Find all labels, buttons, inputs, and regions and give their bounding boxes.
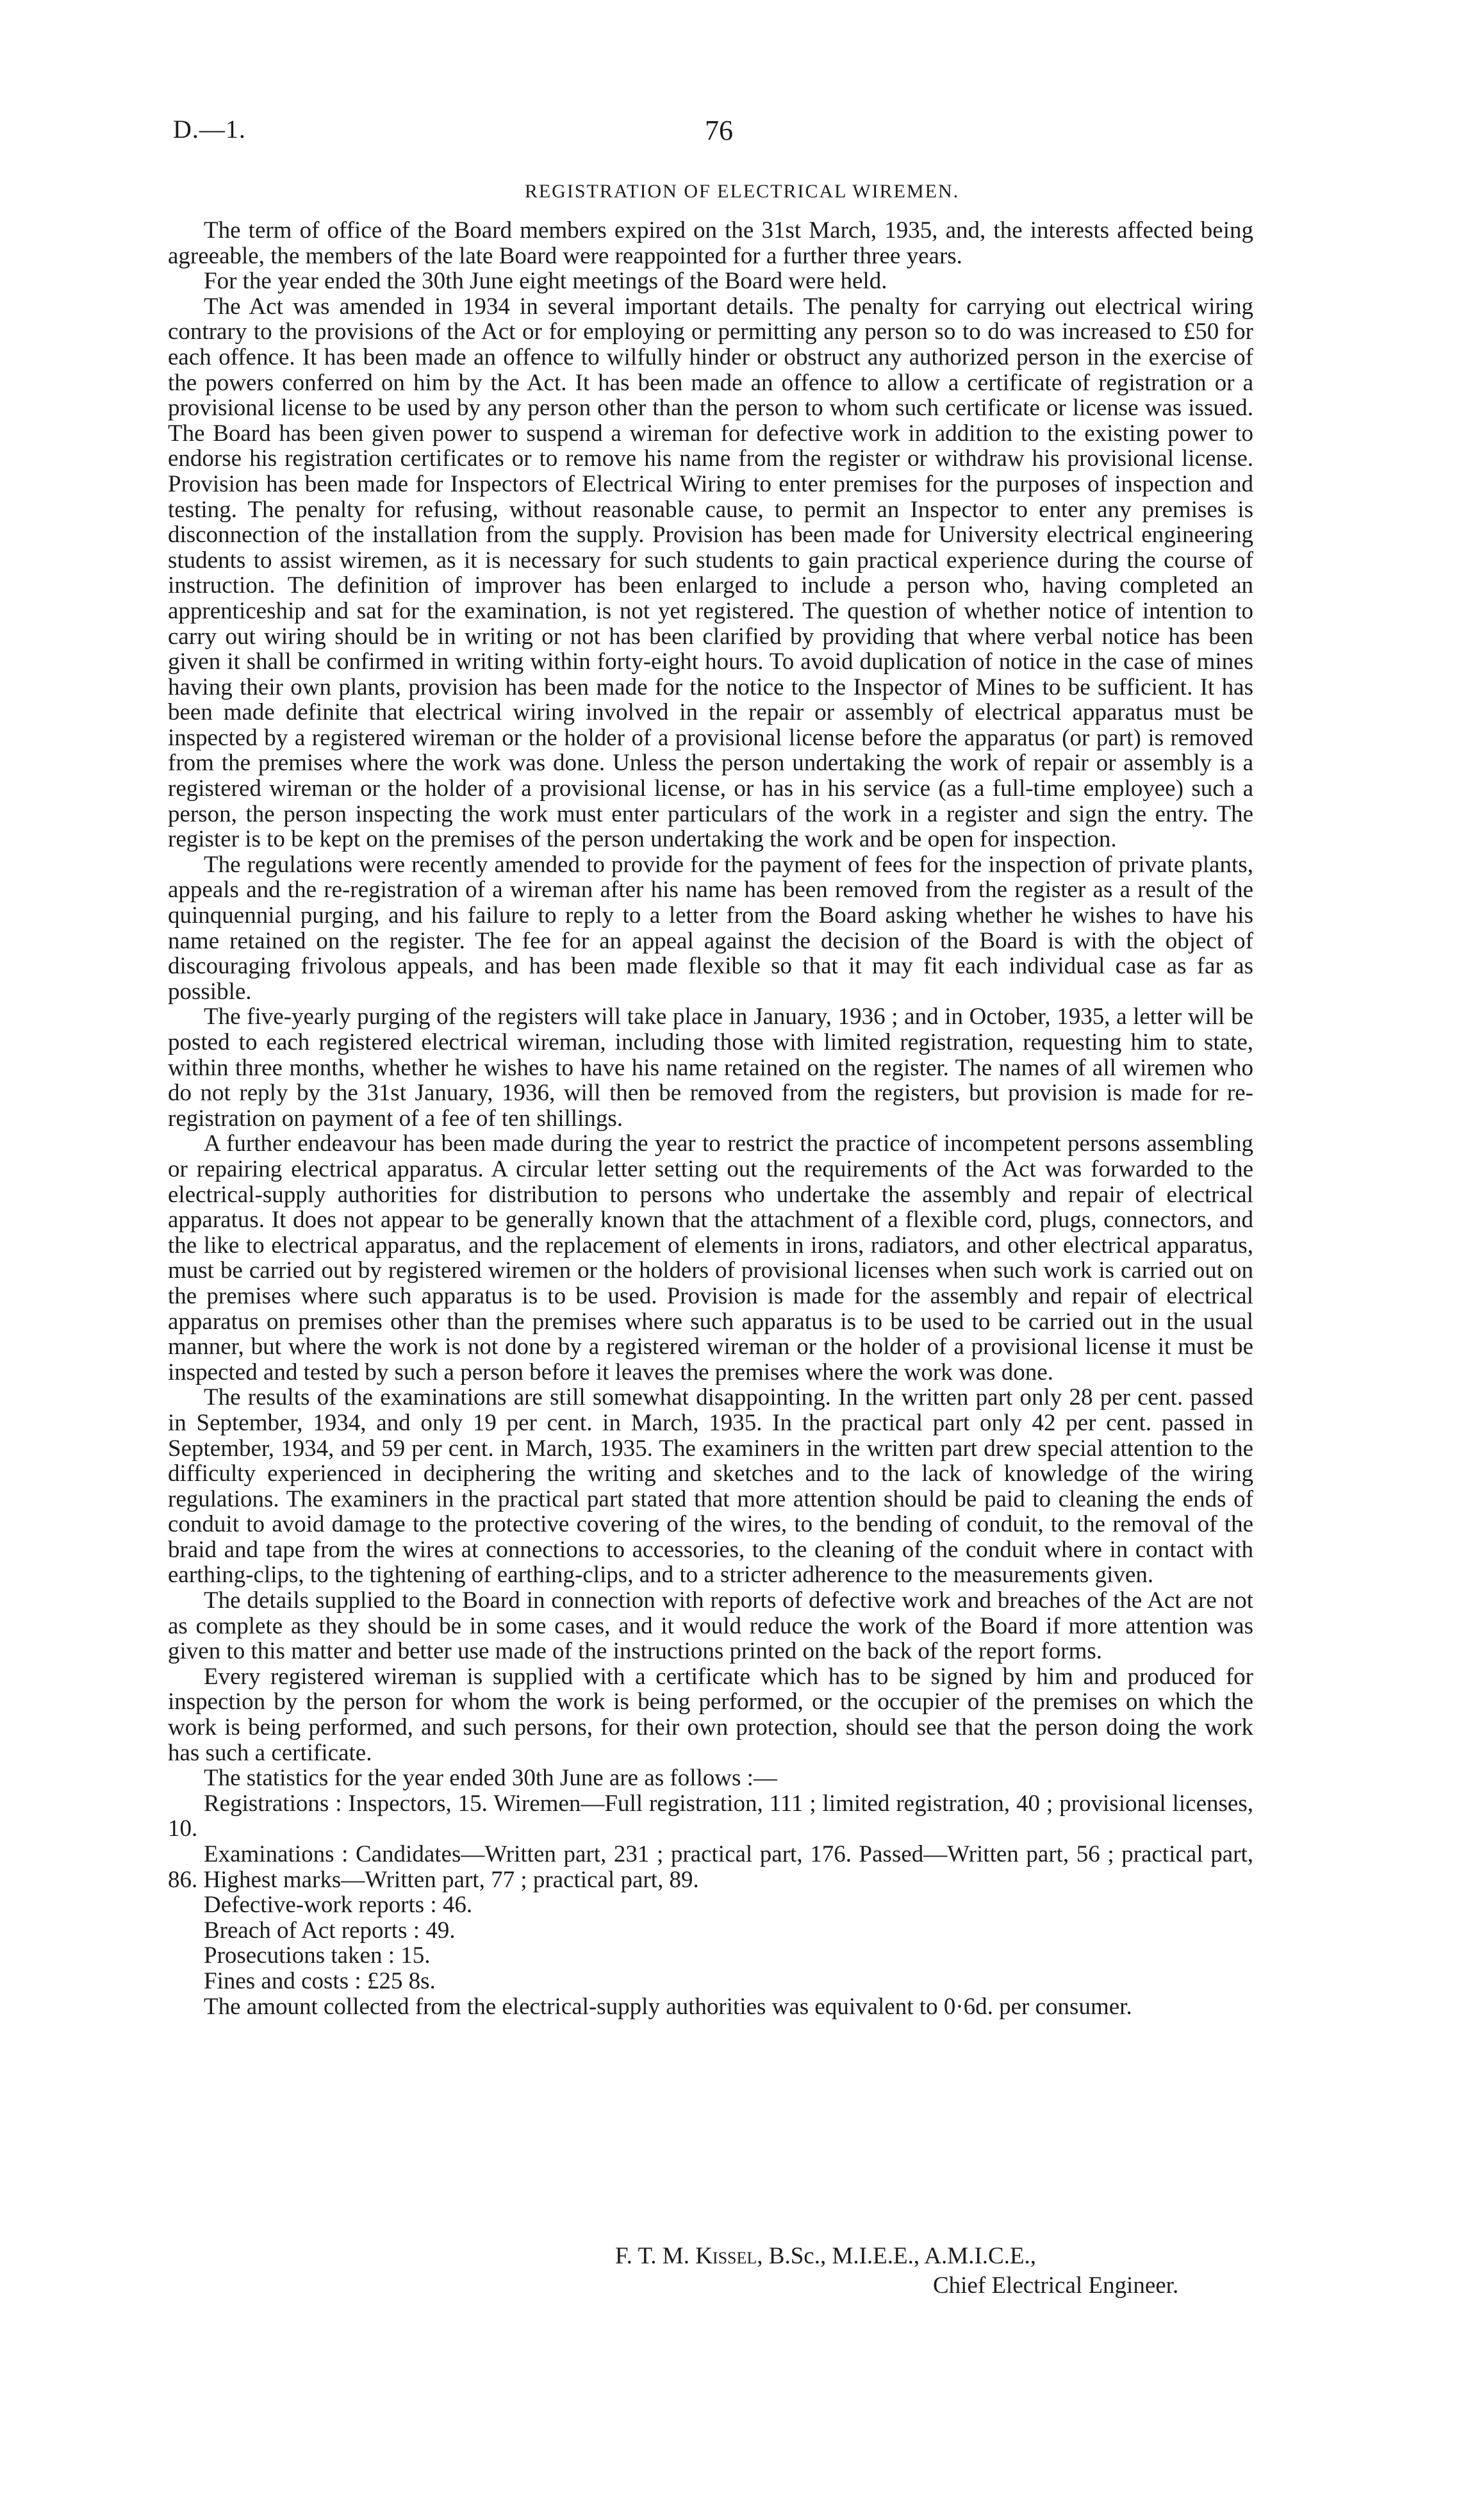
signatory-initials: F. T. M.: [615, 2243, 689, 2269]
statistics-item: The amount collected from the electrical-supply authorities was equivalent to 0·6d. per consumer.: [204, 1993, 1132, 2020]
signatory-surname: Kissel: [695, 2243, 757, 2269]
paragraph: The results of the examinations are still somewhat disappointing. In the written part only 28 per cent. passed in September, 1934, and only 19 per cent. in March, 1935. In the practical part only 42 per cent. passed in September, 1934, and 59 per cent. in March, 1935. The examiners in the written part drew special attention to the difficulty experienced in deciphering the writing and sketches and to the lack of knowledge of the wiring regulations. The examiners in the practical part stated that more attention should be paid to cleaning the ends of conduit to avoid damage to the protective covering of the wires, to the bending of conduit, to the removal of the braid and tape from the wires at connections to accessories, to the cleaning of the conduit where in contact with earthing-clips, to the tightening of earthing-clips, and to a stricter adherence to the measurements given.: [168, 1384, 1253, 1589]
paragraph: The Act was amended in 1934 in several important details. The penalty for carrying out electrical wiring contrary to the provisions of the Act or for employing or permitting any person so to do was increased to £50 for each offence. It has been made an offence to wilfully hinder or obstruct any authorized person in the exercise of the powers conferred on him by the Act. It has been made an offence to allow a certificate of registration or a provisional license to be used by any person other than the person to whom such certificate or license was issued. The Board has been given power to suspend a wireman for defective work in addition to the existing power to endorse his registration certificates or to remove his name from the register or withdraw his provisional license. Provision has been made for Inspectors of Electrical Wiring to enter premises for the purposes of inspection and testing. The penalty for refusing, without reasonable cause, to permit an Inspector to enter any premises is disconnection of the installation from the supply. Provision has been made for University electrical engineering students to assist wiremen, as it is necessary for such students to gain practical experience during the course of instruction. The definition of improver has been enlarged to include a person who, having completed an apprenticeship and sat for the examination, is not yet registered. The question of whether notice of intention to carry out wiring should be in writing or not has been clarified by providing that where verbal notice has been given it shall be confirmed in writing within forty-eight hours. To avoid duplication of notice in the case of mines having their own plants, provision has been made for the notice to the Inspector of Mines to be sufficient. It has been made definite that electrical wiring involved in the repair or assembly of electrical apparatus must be inspected by a registered wireman or the holder of a provisional license before the apparatus (or part) is removed from the premises where the work was done. Unless the person undertaking the work of repair or assembly is a registered wireman or the holder of a provisional license, or has in his service (as a full-time employee) such a person, the person inspecting the work must enter particulars of the work in a register and sign the entry. The register is to be kept on the premises of the person undertaking the work and be open for inspection.: [168, 293, 1253, 853]
statistics-item: Examinations : Candidates—Written part, 231 ; practical part, 176. Passed—Written part, 56 ; practical part, 86. Highest marks—Written part, 77 ; practical part, 89.: [168, 1841, 1253, 1893]
document-code: D.—1.: [173, 115, 246, 144]
statistics-item: Registrations : Inspectors, 15. Wiremen—Full registration, 111 ; limited registration, 40 ; provisional licenses, 10.: [168, 1790, 1253, 1842]
paragraph: A further endeavour has been made during the year to restrict the practice of incompetent persons assembling or repairing electrical apparatus. A circular letter setting out the requirements of the Act was forwarded to the electrical-supply authorities for distribution to persons who undertake the assembly and repair of electrical apparatus. It does not appear to be generally known that the attachment of a flexible cord, plugs, connectors, and the like to electrical apparatus, and the replacement of elements in irons, radiators, and other electrical apparatus, must be carried out by registered wiremen or the holders of provisional licenses when such work is carried out on the premises where such apparatus is to be used. Provision is made for the assembly and repair of electrical apparatus on premises other than the premises where such apparatus is to be used to be carried out in the usual manner, but where the work is not done by a registered wireman or the holder of a provisional license it must be inspected and tested by such a person before it leaves the premises where the work was done.: [168, 1130, 1253, 1385]
statistics-item: Breach of Act reports : 49.: [204, 1917, 456, 1944]
page-number: 76: [705, 115, 733, 146]
signatory-role: Chief Electrical Engineer.: [933, 2272, 1179, 2299]
signatory-name: [615, 2244, 1036, 2269]
body-text: [168, 218, 1253, 2019]
paragraph: The five-yearly purging of the registers will take place in January, 1936 ; and in October, 1935, a letter will be posted to each registered electrical wireman, including those with limited registration, requesting him to state, within three months, whether he wishes to have his name retained on the register. The names of all wiremen who do not reply by the 31st January, 1936, will then be removed from the registers, but provision is made for re-registration on payment of a fee of ten shillings.: [168, 1004, 1253, 1132]
statistics-item: Defective-work reports : 46.: [204, 1892, 473, 1919]
paragraph: The statistics for the year ended 30th June are as follows :—: [204, 1765, 777, 1792]
statistics-item: Prosecutions taken : 15.: [204, 1942, 431, 1969]
signatory-qualifications: , B.Sc., M.I.E.E., A.M.I.C.E.,: [757, 2243, 1037, 2269]
paragraph: The term of office of the Board members expired on the 31st March, 1935, and, the interests affected being agreeable, the members of the late Board were reappointed for a further three years.: [168, 217, 1253, 269]
paragraph: The details supplied to the Board in connection with reports of defective work and breaches of the Act are not as complete as they should be in some cases, and it would reduce the work of the Board if more attention was given to this matter and better use made of the instructions printed on the back of the report forms.: [168, 1587, 1253, 1665]
paragraph: For the year ended the 30th June eight meetings of the Board were held.: [204, 268, 887, 295]
paragraph: The regulations were recently amended to provide for the payment of fees for the inspection of private plants, appeals and the re-registration of a wireman after his name has been removed from the register as a result of the quinquennial purging, and his failure to reply to a letter from the Board asking whether he wishes to have his name retained on the register. The fee for an appeal against the decision of the Board is with the object of discouraging frivolous appeals, and has been made flexible so that it may fit each individual case as far as possible.: [168, 851, 1253, 1005]
statistics-item: Fines and costs : £25 8s.: [204, 1967, 436, 1994]
paragraph: Every registered wireman is supplied with a certificate which has to be signed by him and produced for inspection by the person for whom the work is being performed, or the occupier of the premises on which the work is being performed, and such persons, for their own protection, should see that the person doing the work has such a certificate.: [168, 1663, 1253, 1766]
section-title: REGISTRATION OF ELECTRICAL WIREMEN.: [524, 181, 960, 202]
